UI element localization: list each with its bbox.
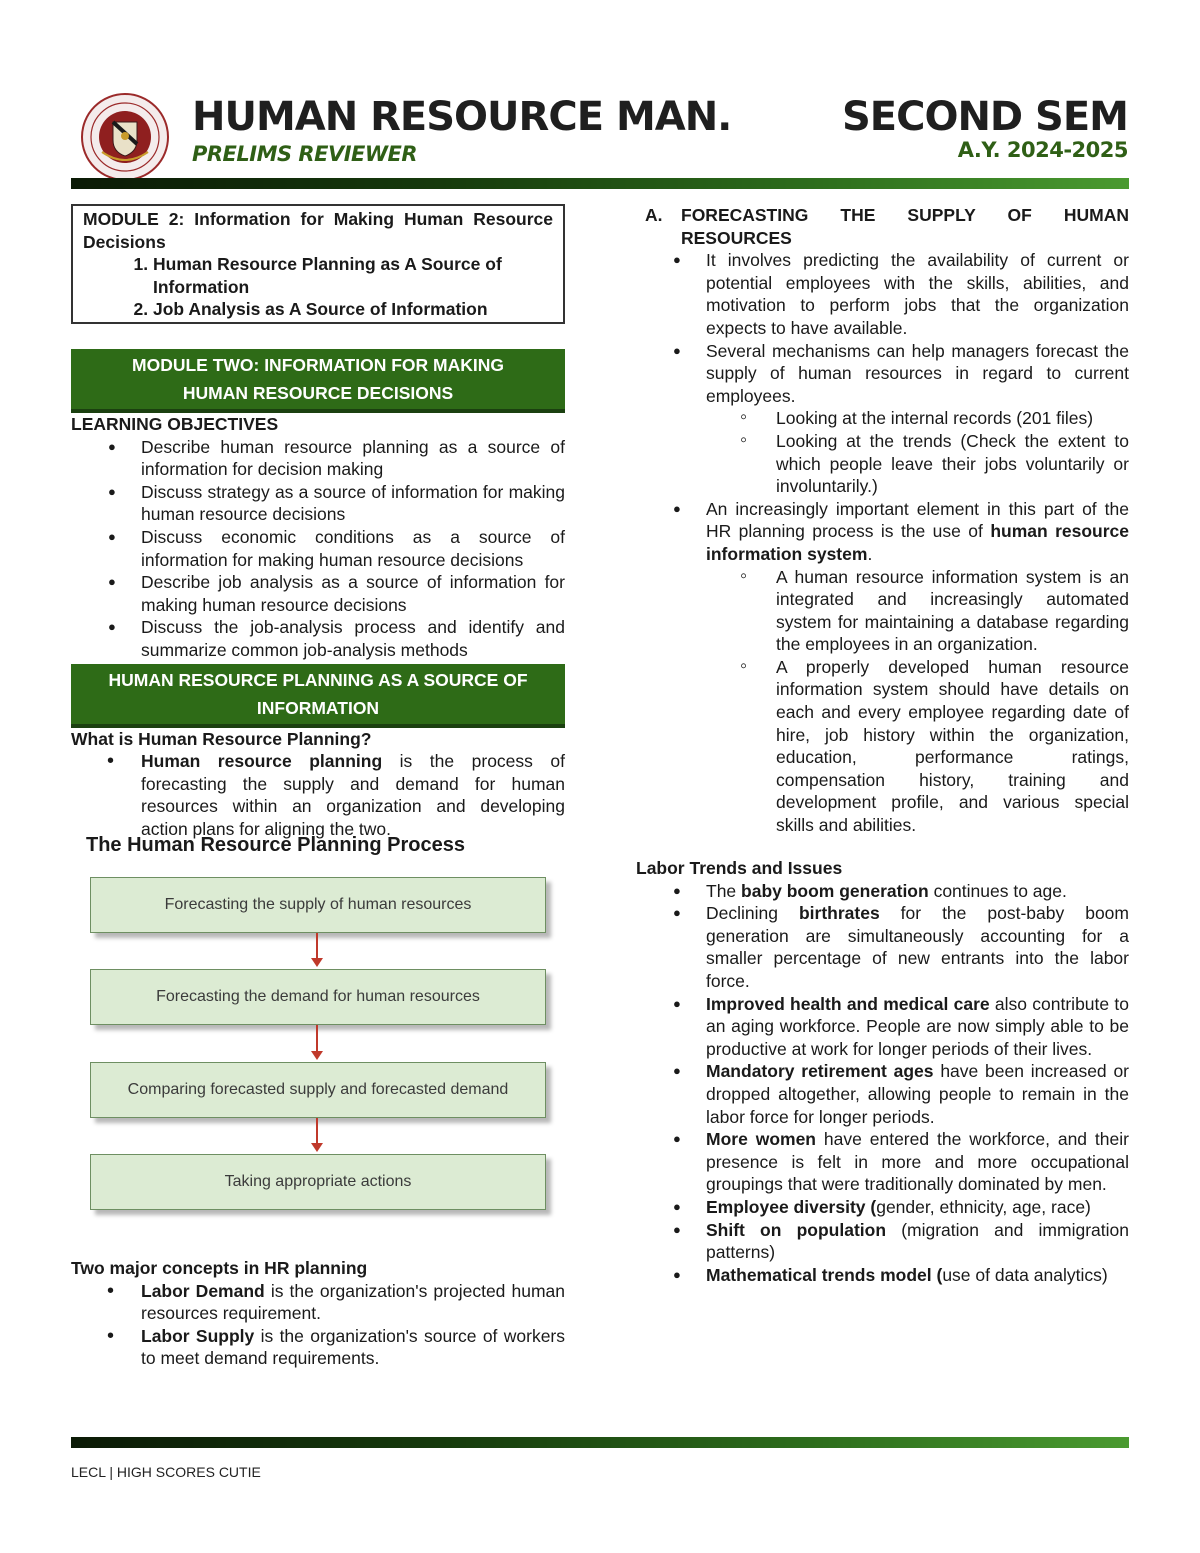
flowchart-step: Comparing forecasted supply and forecasted demand xyxy=(90,1062,546,1118)
left-column xyxy=(71,204,565,840)
sub-list-item: ◦ Looking at the internal records (201 files) xyxy=(776,407,1129,430)
list-item: ● Discuss strategy as a source of information for making human resource decisions xyxy=(141,481,565,526)
forecasting-list xyxy=(645,249,1129,836)
trend-prefix: Declining xyxy=(706,903,778,924)
trend-prefix: The xyxy=(706,880,737,901)
module-banner: MODULE TWO: INFORMATION FOR MAKING HUMAN RESOURCE DECISIONS xyxy=(71,349,565,413)
module-heading: MODULE 2: Information for Making Human Resource Decisions xyxy=(83,209,553,252)
hrp-question: What is Human Resource Planning? xyxy=(71,728,372,749)
list-item xyxy=(706,880,1129,903)
list-item-text: An increasingly important element in this part of the HR planning process is the use of xyxy=(706,498,1129,542)
module-topic: 2. Job Analysis as A Source of Information xyxy=(153,298,553,321)
trend-text: have been increased or dropped altogether, allowing people to remain in the labor force for longer periods. xyxy=(706,1061,1129,1127)
footer-divider xyxy=(71,1437,1129,1448)
labor-trends-section xyxy=(636,857,1129,1286)
header-divider xyxy=(71,178,1129,189)
flowchart-step: Forecasting the supply of human resources xyxy=(90,877,546,933)
trend-term: Shift on population xyxy=(706,1219,887,1240)
concept-term: Labor Supply xyxy=(141,1325,255,1346)
university-seal-logo xyxy=(80,92,170,182)
concepts-list xyxy=(71,1280,565,1370)
section-letter: A. xyxy=(645,205,663,225)
list-item: ● Discuss the job-analysis process and identify and summarize common job-analysis methods xyxy=(141,616,565,661)
trend-text: have entered the workforce, and their presence is felt in more and more occupational groupings that were traditionally dominated by men. xyxy=(706,1129,1129,1195)
list-item xyxy=(706,993,1129,1061)
section-title: FORECASTING THE SUPPLY OF HUMAN RESOURCES xyxy=(681,205,1129,248)
list-item xyxy=(706,498,1129,837)
flowchart-step: Taking appropriate actions xyxy=(90,1154,546,1210)
flowchart-step: Forecasting the demand for human resources xyxy=(90,969,546,1025)
trend-text: (migration and immigration patterns) xyxy=(706,1219,1129,1263)
sub-list-item: ◦ Looking at the trends (Check the extent to which people leave their jobs voluntarily or involuntarily.) xyxy=(776,430,1129,498)
list-item xyxy=(141,750,565,840)
list-item: ● Describe job analysis as a source of information for making human resource decisions xyxy=(141,571,565,616)
trend-term: Employee diversity ( xyxy=(706,1196,877,1217)
trend-text: also contribute to an aging workforce. People are now simply able to be productive at work for longer periods of their lives. xyxy=(706,993,1129,1059)
module-box xyxy=(71,204,565,324)
list-item: ● It involves predicting the availability of current or potential employees with the skills, abilities, and motivation to perform jobs that the organization expects to have available. xyxy=(706,249,1129,339)
module-topics-list xyxy=(83,253,553,321)
hrp-term: Human resource planning xyxy=(141,751,383,772)
trend-text: for the post-baby boom generation are simultaneously accounting for a smaller percentage of new entrants into the labor force. xyxy=(706,903,1129,991)
trend-text: use of data analytics) xyxy=(942,1264,1108,1285)
hrp-definition-list xyxy=(71,750,565,840)
footer-text: LECL | HIGH SCORES CUTIE xyxy=(71,1464,261,1480)
list-item: ● Discuss economic conditions as a source of information for making human resource decisions xyxy=(141,526,565,571)
sub-list xyxy=(706,407,1129,497)
list-item xyxy=(141,1280,565,1325)
flowchart-title: The Human Resource Planning Process xyxy=(86,834,465,856)
labor-trends-heading: Labor Trends and Issues xyxy=(636,858,843,878)
hris-term: human resource information system xyxy=(706,521,1130,564)
semester-label: SECOND SEM xyxy=(841,94,1128,140)
list-item xyxy=(706,1264,1129,1287)
concept-term: Labor Demand xyxy=(141,1280,265,1301)
forecasting-heading xyxy=(645,204,1129,249)
sub-list-item: ◦ A properly developed human resource information system should have details on each and every employee regarding date of hire, job history within the organization, education, performance ratings, compensation history, training and development profile, and various special skills and abilities. xyxy=(776,656,1129,837)
list-item xyxy=(706,1128,1129,1196)
sub-list xyxy=(706,566,1129,837)
trend-term: More women xyxy=(706,1129,816,1150)
list-item xyxy=(141,1325,565,1370)
sub-list-item: ◦ A human resource information system is an integrated and increasingly automated system for maintaining a database regarding the employees in an organization. xyxy=(776,566,1129,656)
list-item-text: Several mechanisms can help managers forecast the supply of human resources in regard to current employees. xyxy=(706,340,1129,406)
document-subtitle: PRELIMS REVIEWER xyxy=(192,142,418,166)
concepts-heading: Two major concepts in HR planning xyxy=(71,1258,368,1278)
list-item xyxy=(706,340,1129,498)
learning-objectives-list xyxy=(71,436,565,662)
trend-term: Mathematical trends model ( xyxy=(706,1264,943,1285)
labor-trends-list xyxy=(636,880,1129,1287)
list-item xyxy=(706,1196,1129,1219)
list-item xyxy=(706,902,1129,992)
concepts-section xyxy=(71,1257,565,1370)
flowchart-arrow xyxy=(316,1118,318,1144)
flowchart-arrow xyxy=(316,933,318,959)
trend-term: Mandatory retirement ages xyxy=(706,1061,934,1082)
section-banner: HUMAN RESOURCE PLANNING AS A SOURCE OF INFORMATION xyxy=(71,664,565,728)
trend-term: baby boom generation xyxy=(741,880,929,901)
list-item xyxy=(706,1060,1129,1128)
concept-text: is the organization's source of workers to meet demand requirements. xyxy=(141,1325,565,1369)
trend-text: continues to age. xyxy=(933,880,1067,901)
hrp-definition: is the process of forecasting the supply and demand for human resources within an organization and developing action plans for aligning the two. xyxy=(141,751,566,839)
concept-text: is the organization's projected human resources requirement. xyxy=(141,1280,565,1324)
flowchart-arrow xyxy=(316,1025,318,1052)
module-topic: 1. Human Resource Planning as A Source of Information xyxy=(153,253,553,298)
right-column xyxy=(645,204,1129,837)
punctuation: . xyxy=(867,543,873,564)
academic-year: A.Y. 2024-2025 xyxy=(957,138,1128,162)
document-title: HUMAN RESOURCE MAN. xyxy=(192,94,732,140)
trend-text: gender, ethnicity, age, race) xyxy=(876,1196,1091,1217)
trend-term: birthrates xyxy=(798,903,880,924)
trend-term: Improved health and medical care xyxy=(706,993,990,1014)
list-item: ● Describe human resource planning as a source of information for decision making xyxy=(141,436,565,481)
learning-objectives-heading: LEARNING OBJECTIVES xyxy=(71,413,279,434)
list-item xyxy=(706,1219,1129,1264)
